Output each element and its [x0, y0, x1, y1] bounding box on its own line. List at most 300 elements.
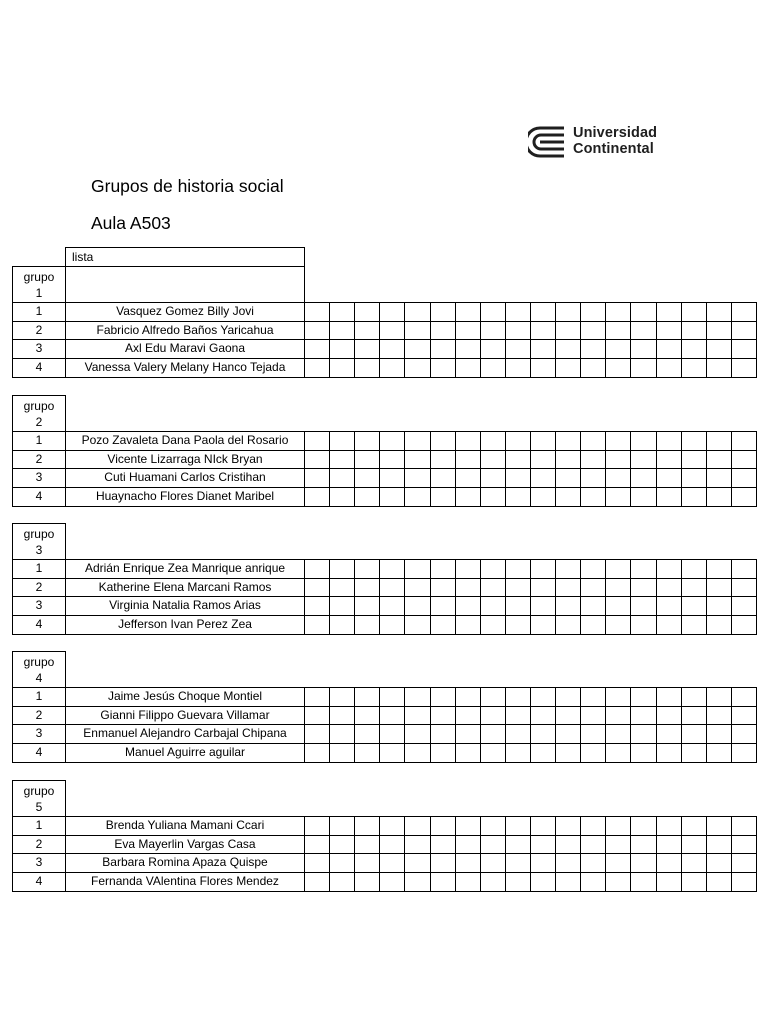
attendance-cell	[455, 450, 481, 470]
attendance-cell	[430, 450, 456, 470]
attendance-cell	[630, 321, 656, 341]
attendance-cell	[656, 450, 682, 470]
attendance-cell	[580, 615, 606, 635]
attendance-cell	[304, 450, 330, 470]
attendance-cell	[731, 706, 757, 726]
attendance-cell	[404, 724, 430, 744]
attendance-cell	[530, 302, 556, 322]
attendance-cell	[304, 872, 330, 892]
attendance-cell	[505, 687, 531, 707]
attendance-cell	[455, 816, 481, 836]
attendance-cell	[605, 615, 631, 635]
attendance-cell	[706, 724, 732, 744]
attendance-cell	[354, 468, 380, 488]
attendance-cell	[329, 302, 355, 322]
attendance-cell	[580, 450, 606, 470]
attendance-cell	[555, 853, 581, 873]
student-name: Cuti Huamani Carlos Cristihan	[65, 468, 305, 488]
attendance-cell	[505, 321, 531, 341]
attendance-cell	[480, 615, 506, 635]
attendance-cell	[329, 578, 355, 598]
attendance-cell	[555, 468, 581, 488]
row-number: 1	[12, 431, 66, 451]
attendance-cell	[404, 468, 430, 488]
attendance-cell	[329, 816, 355, 836]
attendance-cell	[404, 687, 430, 707]
attendance-cell	[630, 487, 656, 507]
attendance-cell	[630, 816, 656, 836]
attendance-cell	[455, 853, 481, 873]
attendance-cell	[455, 872, 481, 892]
row-number: 3	[12, 596, 66, 616]
attendance-cell	[656, 706, 682, 726]
row-number: 4	[12, 487, 66, 507]
attendance-cell	[656, 816, 682, 836]
attendance-cell	[605, 468, 631, 488]
attendance-cell	[530, 872, 556, 892]
attendance-cell	[304, 853, 330, 873]
attendance-cell	[505, 853, 531, 873]
attendance-cell	[580, 339, 606, 359]
attendance-cell	[580, 687, 606, 707]
attendance-cell	[354, 706, 380, 726]
attendance-cell	[530, 596, 556, 616]
attendance-cell	[706, 853, 732, 873]
attendance-cell	[656, 487, 682, 507]
attendance-cell	[404, 615, 430, 635]
attendance-cell	[480, 743, 506, 763]
attendance-cell	[430, 615, 456, 635]
attendance-cell	[505, 431, 531, 451]
row-number: 1	[12, 302, 66, 322]
attendance-cell	[530, 468, 556, 488]
attendance-cell	[605, 578, 631, 598]
attendance-cell	[304, 559, 330, 579]
attendance-cell	[329, 743, 355, 763]
attendance-cell	[630, 431, 656, 451]
attendance-cell	[455, 339, 481, 359]
attendance-cell	[530, 487, 556, 507]
attendance-cell	[455, 321, 481, 341]
attendance-cell	[681, 487, 707, 507]
attendance-cell	[379, 487, 405, 507]
attendance-cell	[480, 578, 506, 598]
attendance-cell	[731, 431, 757, 451]
attendance-cell	[555, 559, 581, 579]
attendance-cell	[530, 358, 556, 378]
attendance-cell	[404, 302, 430, 322]
attendance-cell	[455, 302, 481, 322]
attendance-cell	[354, 302, 380, 322]
attendance-cell	[354, 615, 380, 635]
attendance-cell	[480, 559, 506, 579]
attendance-cell	[630, 578, 656, 598]
attendance-cell	[731, 450, 757, 470]
row-number: 1	[12, 687, 66, 707]
attendance-cell	[480, 450, 506, 470]
attendance-cell	[681, 450, 707, 470]
attendance-cell	[681, 431, 707, 451]
student-name: Barbara Romina Apaza Quispe	[65, 853, 305, 873]
attendance-cell	[681, 816, 707, 836]
attendance-cell	[605, 872, 631, 892]
attendance-cell	[656, 431, 682, 451]
attendance-cell	[731, 835, 757, 855]
attendance-cell	[605, 706, 631, 726]
group-label: grupo 4	[12, 651, 66, 687]
attendance-cell	[455, 615, 481, 635]
attendance-cell	[379, 339, 405, 359]
attendance-cell	[630, 358, 656, 378]
attendance-cell	[455, 724, 481, 744]
attendance-cell	[505, 743, 531, 763]
attendance-cell	[354, 450, 380, 470]
attendance-cell	[480, 321, 506, 341]
attendance-cell	[304, 615, 330, 635]
attendance-cell	[681, 578, 707, 598]
row-number: 2	[12, 450, 66, 470]
attendance-cell	[555, 321, 581, 341]
attendance-cell	[656, 687, 682, 707]
attendance-cell	[480, 687, 506, 707]
attendance-cell	[455, 596, 481, 616]
list-header-divider	[65, 266, 305, 267]
attendance-cell	[354, 687, 380, 707]
attendance-cell	[304, 578, 330, 598]
attendance-cell	[681, 321, 707, 341]
student-name: Fernanda VAlentina Flores Mendez	[65, 872, 305, 892]
attendance-cell	[455, 431, 481, 451]
attendance-cell	[580, 816, 606, 836]
attendance-cell	[630, 724, 656, 744]
attendance-cell	[555, 302, 581, 322]
attendance-cell	[505, 302, 531, 322]
attendance-cell	[304, 743, 330, 763]
attendance-cell	[530, 816, 556, 836]
attendance-cell	[354, 596, 380, 616]
attendance-cell	[379, 853, 405, 873]
row-number: 4	[12, 615, 66, 635]
attendance-cell	[455, 835, 481, 855]
attendance-cell	[379, 578, 405, 598]
attendance-cell	[555, 339, 581, 359]
attendance-cell	[505, 724, 531, 744]
attendance-cell	[404, 431, 430, 451]
attendance-cell	[555, 596, 581, 616]
attendance-cell	[530, 450, 556, 470]
attendance-cell	[706, 468, 732, 488]
attendance-cell	[480, 816, 506, 836]
attendance-cell	[555, 431, 581, 451]
attendance-cell	[354, 743, 380, 763]
attendance-cell	[656, 559, 682, 579]
attendance-cell	[304, 358, 330, 378]
attendance-cell	[505, 706, 531, 726]
attendance-cell	[656, 596, 682, 616]
attendance-cell	[656, 615, 682, 635]
attendance-cell	[681, 559, 707, 579]
attendance-cell	[304, 468, 330, 488]
student-name: Vanessa Valery Melany Hanco Tejada	[65, 358, 305, 378]
row-number: 3	[12, 853, 66, 873]
attendance-cell	[379, 872, 405, 892]
attendance-cell	[681, 358, 707, 378]
attendance-cell	[681, 615, 707, 635]
attendance-cell	[681, 706, 707, 726]
attendance-cell	[555, 816, 581, 836]
attendance-cell	[379, 816, 405, 836]
attendance-cell	[379, 724, 405, 744]
attendance-cell	[354, 578, 380, 598]
attendance-cell	[555, 487, 581, 507]
attendance-cell	[681, 687, 707, 707]
student-name: Fabricio Alfredo Baños Yaricahua	[65, 321, 305, 341]
row-number: 3	[12, 724, 66, 744]
attendance-cell	[681, 835, 707, 855]
attendance-cell	[706, 450, 732, 470]
row-number: 4	[12, 872, 66, 892]
attendance-cell	[404, 487, 430, 507]
attendance-cell	[480, 835, 506, 855]
attendance-cell	[630, 559, 656, 579]
attendance-cell	[404, 872, 430, 892]
attendance-cell	[430, 468, 456, 488]
attendance-cell	[404, 835, 430, 855]
student-name: Vasquez Gomez Billy Jovi	[65, 302, 305, 322]
attendance-cell	[404, 559, 430, 579]
attendance-cell	[656, 468, 682, 488]
attendance-cell	[430, 358, 456, 378]
attendance-cell	[706, 321, 732, 341]
attendance-cell	[505, 450, 531, 470]
attendance-cell	[480, 302, 506, 322]
attendance-cell	[404, 450, 430, 470]
attendance-cell	[656, 724, 682, 744]
attendance-cell	[530, 687, 556, 707]
attendance-cell	[706, 596, 732, 616]
attendance-cell	[656, 339, 682, 359]
attendance-cell	[731, 578, 757, 598]
attendance-cell	[329, 724, 355, 744]
attendance-cell	[505, 559, 531, 579]
attendance-cell	[455, 487, 481, 507]
attendance-cell	[530, 321, 556, 341]
attendance-cell	[605, 743, 631, 763]
attendance-cell	[505, 615, 531, 635]
attendance-cell	[530, 706, 556, 726]
attendance-cell	[480, 468, 506, 488]
attendance-cell	[480, 431, 506, 451]
attendance-cell	[656, 743, 682, 763]
attendance-cell	[430, 872, 456, 892]
page-subtitle: Aula A503	[91, 213, 171, 233]
attendance-cell	[430, 853, 456, 873]
attendance-cell	[354, 816, 380, 836]
attendance-cell	[656, 302, 682, 322]
attendance-cell	[455, 468, 481, 488]
attendance-cell	[630, 853, 656, 873]
attendance-cell	[605, 596, 631, 616]
attendance-cell	[430, 706, 456, 726]
attendance-cell	[329, 615, 355, 635]
attendance-cell	[555, 724, 581, 744]
attendance-cell	[555, 743, 581, 763]
attendance-cell	[706, 487, 732, 507]
attendance-cell	[354, 431, 380, 451]
attendance-cell	[580, 872, 606, 892]
attendance-cell	[530, 578, 556, 598]
attendance-cell	[605, 487, 631, 507]
attendance-cell	[430, 339, 456, 359]
attendance-cell	[379, 321, 405, 341]
attendance-cell	[706, 816, 732, 836]
attendance-cell	[706, 302, 732, 322]
attendance-cell	[630, 687, 656, 707]
attendance-cell	[430, 559, 456, 579]
attendance-cell	[354, 321, 380, 341]
attendance-cell	[430, 816, 456, 836]
attendance-cell	[480, 596, 506, 616]
attendance-cell	[480, 487, 506, 507]
attendance-cell	[329, 487, 355, 507]
list-header-box	[65, 247, 305, 303]
attendance-cell	[681, 596, 707, 616]
attendance-cell	[404, 743, 430, 763]
attendance-cell	[329, 706, 355, 726]
attendance-cell	[555, 450, 581, 470]
attendance-cell	[430, 835, 456, 855]
attendance-cell	[379, 468, 405, 488]
attendance-cell	[404, 358, 430, 378]
attendance-cell	[455, 706, 481, 726]
group-label: grupo 5	[12, 780, 66, 816]
attendance-cell	[530, 339, 556, 359]
student-name: Virginia Natalia Ramos Arias	[65, 596, 305, 616]
attendance-cell	[580, 706, 606, 726]
attendance-cell	[329, 431, 355, 451]
attendance-cell	[404, 596, 430, 616]
attendance-cell	[555, 835, 581, 855]
attendance-cell	[630, 468, 656, 488]
attendance-cell	[304, 816, 330, 836]
attendance-cell	[555, 872, 581, 892]
attendance-cell	[681, 339, 707, 359]
attendance-cell	[605, 687, 631, 707]
attendance-cell	[379, 450, 405, 470]
attendance-cell	[605, 302, 631, 322]
attendance-cell	[304, 487, 330, 507]
attendance-cell	[605, 321, 631, 341]
attendance-cell	[304, 302, 330, 322]
student-name: Huaynacho Flores Dianet Maribel	[65, 487, 305, 507]
attendance-cell	[480, 706, 506, 726]
attendance-cell	[706, 743, 732, 763]
attendance-cell	[656, 835, 682, 855]
attendance-cell	[605, 835, 631, 855]
attendance-cell	[630, 872, 656, 892]
attendance-cell	[605, 431, 631, 451]
attendance-cell	[304, 687, 330, 707]
row-number: 1	[12, 816, 66, 836]
attendance-cell	[555, 615, 581, 635]
attendance-cell	[580, 853, 606, 873]
attendance-cell	[605, 358, 631, 378]
attendance-cell	[630, 743, 656, 763]
student-name: Brenda Yuliana Mamani Ccari	[65, 816, 305, 836]
attendance-cell	[505, 596, 531, 616]
attendance-cell	[430, 578, 456, 598]
attendance-cell	[354, 872, 380, 892]
attendance-cell	[731, 559, 757, 579]
attendance-cell	[580, 487, 606, 507]
attendance-cell	[379, 358, 405, 378]
attendance-cell	[605, 339, 631, 359]
attendance-cell	[706, 615, 732, 635]
attendance-cell	[304, 706, 330, 726]
attendance-cell	[555, 706, 581, 726]
list-header-label: lista	[72, 250, 94, 264]
attendance-cell	[354, 835, 380, 855]
attendance-cell	[731, 872, 757, 892]
row-number: 2	[12, 578, 66, 598]
attendance-cell	[329, 687, 355, 707]
attendance-cell	[354, 724, 380, 744]
attendance-cell	[329, 468, 355, 488]
attendance-cell	[731, 615, 757, 635]
attendance-cell	[480, 724, 506, 744]
attendance-cell	[404, 853, 430, 873]
attendance-cell	[706, 431, 732, 451]
attendance-cell	[605, 853, 631, 873]
attendance-cell	[430, 687, 456, 707]
attendance-cell	[630, 302, 656, 322]
attendance-cell	[580, 302, 606, 322]
attendance-cell	[404, 578, 430, 598]
row-number: 1	[12, 559, 66, 579]
attendance-cell	[379, 615, 405, 635]
attendance-cell	[505, 468, 531, 488]
attendance-cell	[630, 339, 656, 359]
university-logo	[528, 125, 668, 161]
attendance-cell	[706, 578, 732, 598]
attendance-cell	[580, 724, 606, 744]
attendance-cell	[706, 706, 732, 726]
attendance-cell	[580, 321, 606, 341]
student-name: Jefferson Ivan Perez Zea	[65, 615, 305, 635]
attendance-cell	[656, 872, 682, 892]
attendance-cell	[656, 578, 682, 598]
student-name: Enmanuel Alejandro Carbajal Chipana	[65, 724, 305, 744]
attendance-cell	[731, 596, 757, 616]
attendance-cell	[455, 358, 481, 378]
attendance-cell	[455, 559, 481, 579]
attendance-cell	[580, 578, 606, 598]
attendance-cell	[706, 835, 732, 855]
row-number: 4	[12, 358, 66, 378]
logo-line-1: Universidad	[573, 125, 658, 141]
student-name: Eva Mayerlin Vargas Casa	[65, 835, 305, 855]
attendance-cell	[681, 468, 707, 488]
attendance-cell	[580, 431, 606, 451]
attendance-cell	[580, 559, 606, 579]
attendance-cell	[706, 872, 732, 892]
attendance-cell	[630, 835, 656, 855]
attendance-cell	[681, 872, 707, 892]
attendance-cell	[455, 687, 481, 707]
attendance-cell	[304, 431, 330, 451]
attendance-cell	[580, 835, 606, 855]
student-name: Vicente Lizarraga NIck Bryan	[65, 450, 305, 470]
